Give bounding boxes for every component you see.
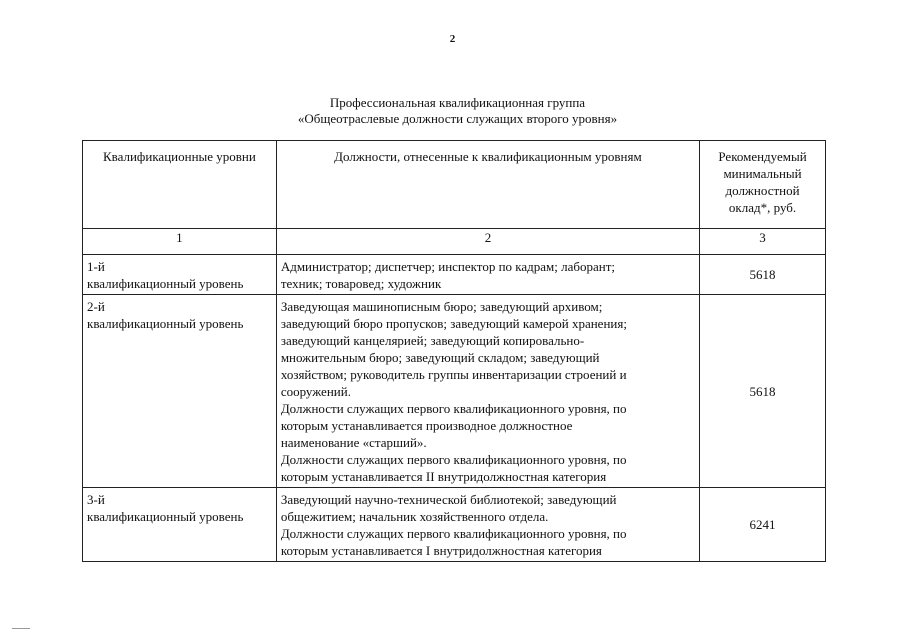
position-line: Должности служащих первого квалификационного уровня, по — [280, 401, 627, 416]
title-line-2: «Общеотраслевые должности служащих второго уровня» — [297, 111, 618, 126]
title-line-1: Профессиональная квалификационная группа — [329, 95, 586, 110]
positions-cell — [276, 255, 699, 295]
position-line: заведующий канцелярией; заведующий копировально- — [280, 333, 585, 348]
level-label: квалификационный уровень — [87, 509, 244, 524]
position-line: хозяйством; руководитель группы инвентаризации строений и — [280, 367, 627, 382]
header-salary-line: должностной — [725, 183, 800, 198]
qualification-level-cell — [83, 295, 277, 488]
column-number-row — [83, 229, 826, 255]
salary-cell: 6241 — [700, 488, 826, 562]
page-number: 2 — [449, 33, 456, 45]
header-levels: Квалификационные уровни — [83, 141, 277, 229]
table-row — [83, 295, 826, 488]
column-number: 3 — [700, 229, 826, 255]
position-line: которым устанавливается II внутридолжностная категория — [280, 469, 607, 484]
level-number: 2-й — [87, 299, 105, 314]
header-positions: Должности, отнесенные к квалификационным уровням — [276, 141, 699, 229]
level-number: 3-й — [87, 492, 105, 507]
level-label: квалификационный уровень — [87, 276, 244, 291]
position-line: Заведующая машинописным бюро; заведующий архивом; — [280, 299, 603, 314]
column-number: 1 — [83, 229, 277, 255]
table-row — [83, 488, 826, 562]
header-salary — [700, 141, 826, 229]
document-title — [0, 95, 905, 127]
position-line: общежитием; начальник хозяйственного отдела. — [280, 509, 549, 524]
qualification-level-cell — [83, 488, 277, 562]
position-line: заведующий бюро пропусков; заведующий камерой хранения; — [280, 316, 627, 331]
qualification-level-cell — [83, 255, 277, 295]
position-line: Администратор; диспетчер; инспектор по кадрам; лаборант; — [280, 259, 616, 274]
positions-cell — [276, 295, 699, 488]
scan-mark — [12, 628, 30, 629]
position-line: Должности служащих первого квалификационного уровня, по — [280, 526, 627, 541]
table-header-row — [83, 141, 826, 229]
qualification-table — [82, 140, 826, 562]
salary-cell: 5618 — [700, 295, 826, 488]
table-row — [83, 255, 826, 295]
column-number: 2 — [276, 229, 699, 255]
position-line: техник; товаровед; художник — [280, 276, 442, 291]
position-line: Заведующий научно-технической библиотекой; заведующий — [280, 492, 617, 507]
header-salary-line: Рекомендуемый — [718, 149, 807, 164]
salary-cell: 5618 — [700, 255, 826, 295]
position-line: сооружений. — [280, 384, 351, 399]
position-line: наименование «старший». — [280, 435, 427, 450]
level-label: квалификационный уровень — [87, 316, 244, 331]
position-line: множительным бюро; заведующий складом; заведующий — [280, 350, 600, 365]
header-salary-line: оклад*, руб. — [728, 200, 797, 215]
positions-cell — [276, 488, 699, 562]
level-number: 1-й — [87, 259, 105, 274]
position-line: Должности служащих первого квалификационного уровня, по — [280, 452, 627, 467]
position-line: которым устанавливается I внутридолжностная категория — [280, 543, 602, 558]
header-salary-line: минимальный — [723, 166, 802, 181]
position-line: которым устанавливается производное должностное — [280, 418, 573, 433]
